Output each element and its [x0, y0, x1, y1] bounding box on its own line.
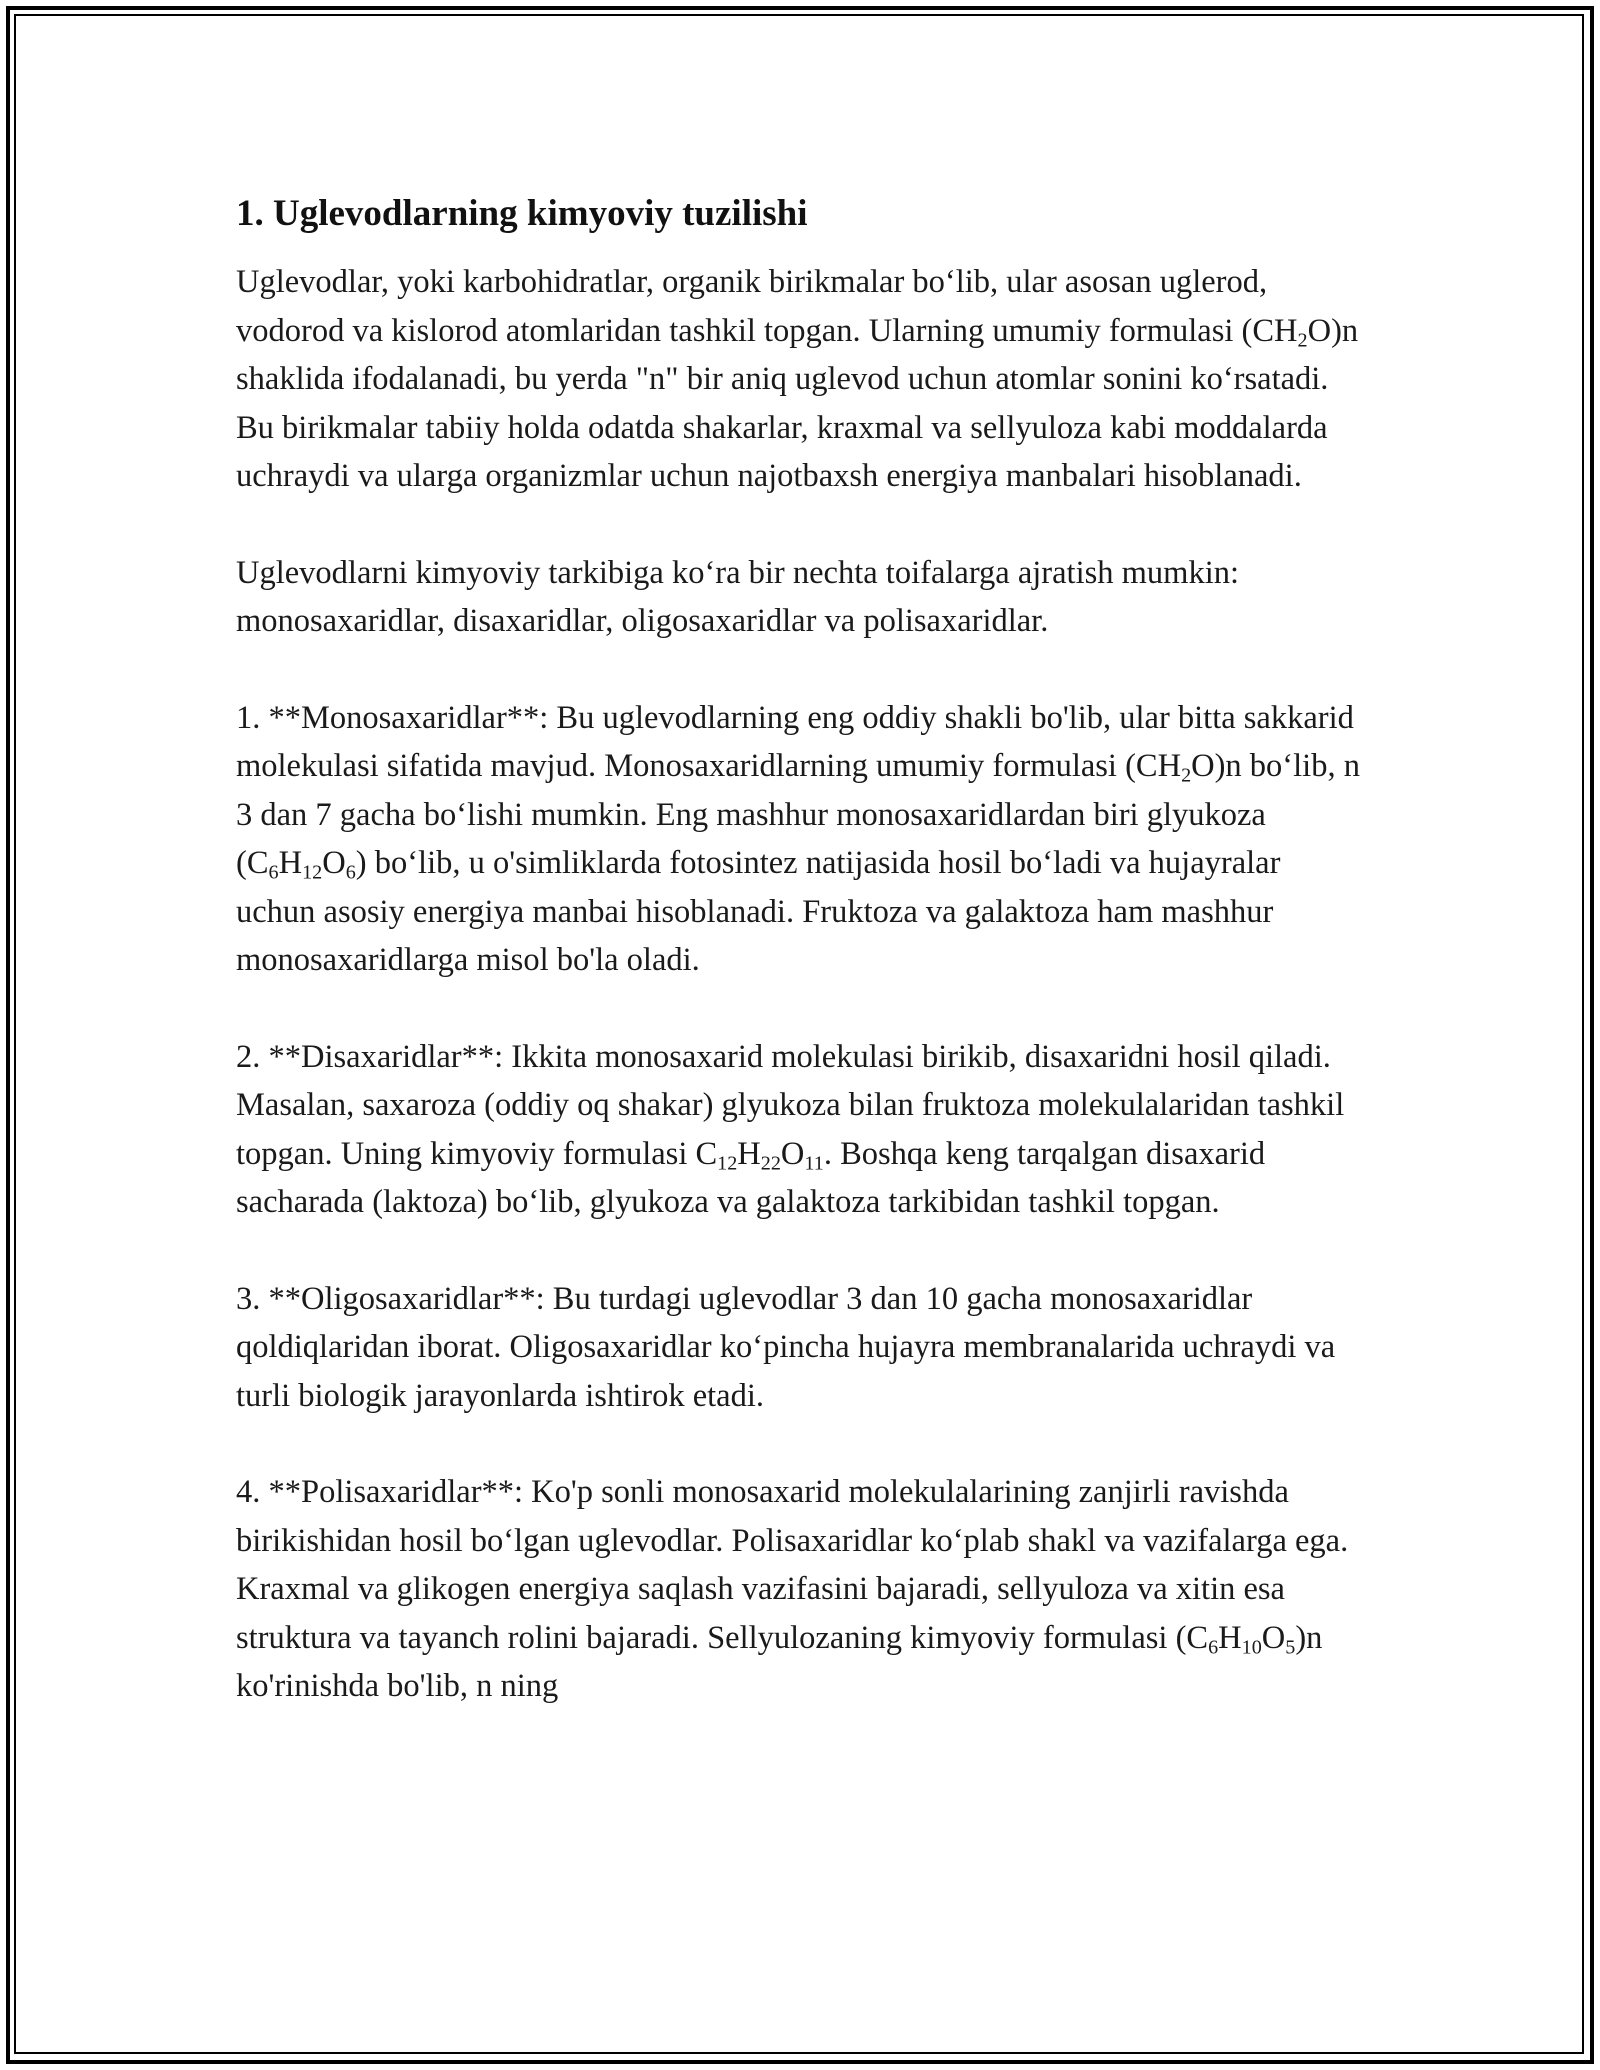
subscript: 6	[268, 861, 279, 884]
poly-text-1: 4. **Polisaxaridlar**: Ko'p sonli monosaxarid molekulalarining zanjirli ravishda birikishidan hosil bo‘lgan uglevodlar. Polisaxaridlar ko‘plab shakl va vazifalarga ega. Kraxmal va glikogen energiya saqlash vazifasini bajaradi, sellyuloza va xitin esa struktura va tayanch rolini bajaradi. Sellyulozaning kimyoviy formulasi (C	[236, 1474, 1349, 1656]
monosaccharides-paragraph	[236, 694, 1366, 985]
subscript: 6	[345, 861, 356, 884]
mono-text-5: ) bo‘lib, u o'simliklarda fotosintez natijasida hosil bo‘ladi va hujayralar uchun asosiy energiya manbai hisoblanadi. Fruktoza va galaktoza ham mashhur monosaxaridlarga misol bo'la oladi.	[236, 845, 1281, 978]
subscript: 22	[760, 1152, 781, 1175]
subscript: 12	[302, 861, 323, 884]
mono-text-1: 1. **Monosaxaridlar**: Bu uglevodlarning eng oddiy shakli bo'lib, ular bitta sakkarid molekulasi sifatida mavjud. Monosaxaridlarning umumiy formulasi (CH	[236, 699, 1354, 784]
intro-text-2: O)n shaklida ifodalanadi, bu yerda "n" bir aniq uglevod uchun atomlar sonini ko‘rsatadi. Bu birikmalar tabiiy holda odatda shakarlar, kraxmal va sellyuloza kabi moddalarda uchraydi va ularga organizmlar uchun najotbaxsh energiya manbalari hisoblanadi.	[236, 312, 1359, 494]
di-text-4: . Boshqa keng tarqalgan disaxarid sacharada (laktoza) bo‘lib, glyukoza va galaktoza tarkibidan tashkil topgan.	[236, 1135, 1266, 1220]
subscript: 2	[1181, 764, 1192, 787]
di-text-2: H	[737, 1135, 761, 1172]
subscript: 10	[1241, 1636, 1262, 1659]
disaccharides-paragraph	[236, 1033, 1366, 1227]
subscript: 5	[1285, 1636, 1296, 1659]
di-text-1: 2. **Disaxaridlar**: Ikkita monosaxarid molekulasi birikib, disaxaridni hosil qiladi. Masalan, saxaroza (oddiy oq shakar) glyukoza bilan fruktoza molekulalaridan tashkil topgan. Uning kimyoviy formulasi C	[236, 1038, 1345, 1172]
poly-text-2: H	[1218, 1619, 1242, 1656]
subscript: 6	[1208, 1636, 1219, 1659]
polysaccharides-paragraph	[236, 1468, 1366, 1711]
classification-paragraph: Uglevodlarni kimyoviy tarkibiga ko‘ra bir nechta toifalarga ajratish mumkin: monosaxaridlar, disaxaridlar, oligosaxaridlar va polisaxaridlar.	[236, 554, 1240, 639]
poly-text-3: O	[1261, 1619, 1286, 1656]
poly-text-4: )n ko'rinishda bo'lib, n ning	[236, 1619, 1323, 1704]
subscript: 11	[804, 1152, 824, 1175]
oligosaccharides-paragraph: 3. **Oligosaxaridlar**: Bu turdagi uglevodlar 3 dan 10 gacha monosaxaridlar qoldiqlaridan iborat. Oligosaxaridlar ko‘pincha hujayra membranalarida uchraydi va turli biologik jarayonlarda ishtirok etadi.	[236, 1280, 1336, 1414]
intro-paragraph	[236, 258, 1366, 501]
intro-text-1: Uglevodlar, yoki karbohidratlar, organik birikmalar bo‘lib, ular asosan uglerod, vodorod va kislorod atomlaridan tashkil topgan. Ularning umumiy formulasi (CH	[236, 264, 1298, 349]
di-text-3: O	[780, 1135, 805, 1172]
subscript: 12	[717, 1152, 738, 1175]
mono-text-3: H	[278, 845, 303, 881]
document-page	[236, 188, 1366, 1711]
mono-text-2: O)n bo‘lib, n 3 dan 7 gacha bo‘lishi mumkin. Eng mashhur monosaxaridlardan biri glyukoza (C	[236, 748, 1360, 881]
mono-text-4: O	[322, 845, 346, 881]
subscript: 2	[1297, 329, 1308, 352]
section-heading: 1. Uglevodlarning kimyoviy tuzilishi	[236, 193, 808, 234]
